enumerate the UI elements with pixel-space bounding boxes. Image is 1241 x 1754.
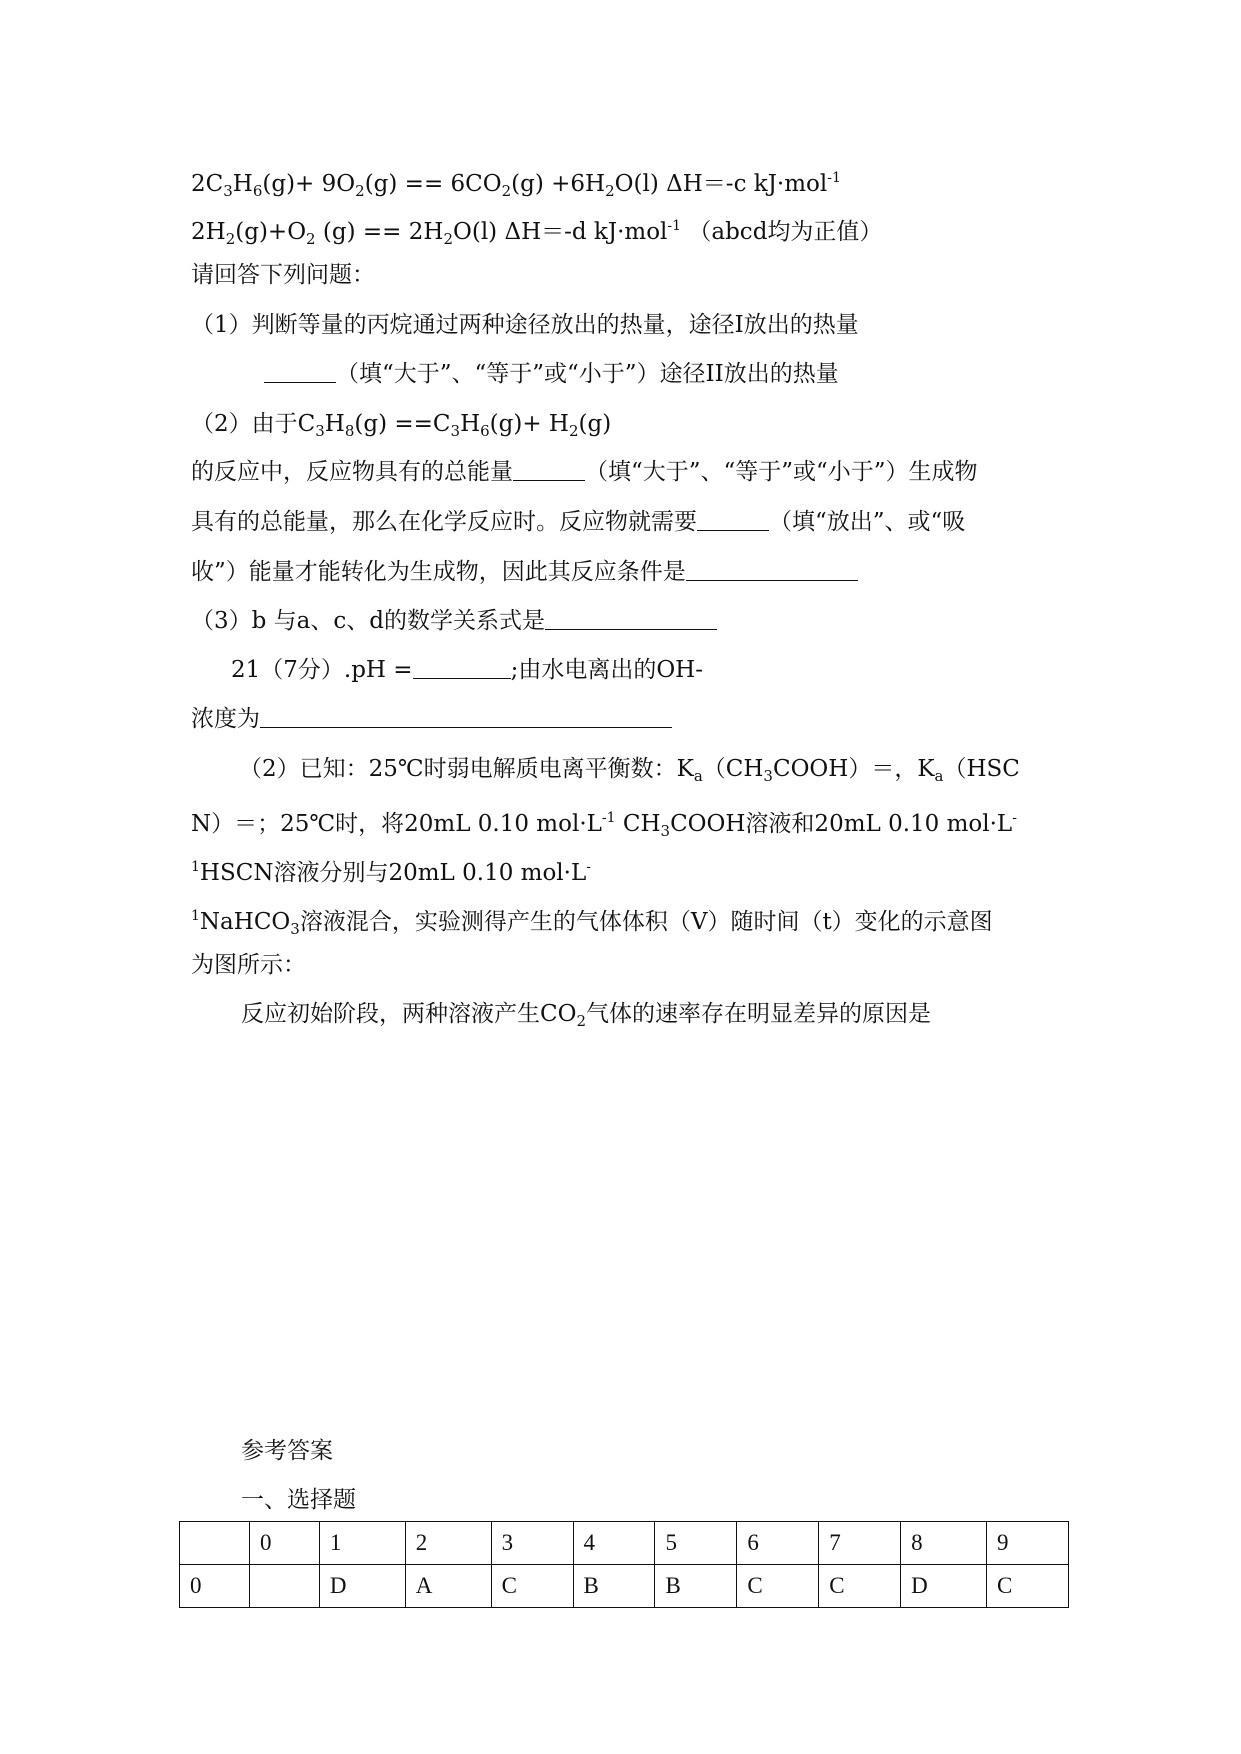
table-cell: 0 [249, 1522, 319, 1565]
question-1-line-1: （1）判断等量的丙烷通过两种途径放出的热量，途径I放出的热量 [191, 312, 859, 338]
answer-blank[interactable] [545, 607, 717, 630]
question-21-2-line-1: （2）已知：25℃时弱电解质电离平衡数：$K_a(CH_3COOH)=$，$K_a(HSC$ [239, 756, 1020, 785]
question-1-line-2: （填“大于”、“等于”或“小于”）途径II放出的热量 [264, 359, 839, 389]
equation-hydrogen: $2H_2(g)+O_2$ $(g) == 2H_2O(l)$ ΔH＝-d kJ·mol$^{-1}$ （abcd均为正值） [191, 218, 883, 248]
table-cell: C [491, 1565, 573, 1608]
answer-blank[interactable] [260, 705, 672, 728]
answer-blank[interactable] [264, 360, 336, 383]
question-2-line-1: 的反应中，反应物具有的总能量 （填“大于”、“等于”或“小于”）生成物 [191, 459, 978, 485]
answer-table-header-row [180, 1522, 1069, 1565]
table-cell: 7 [819, 1522, 901, 1565]
equation-propene: $2C_3H_6(g)+ 9O_2(g) == 6CO_2(g) +6H_2O(l)$ ΔH＝-c kJ·mol$^{-1}$ [191, 170, 841, 200]
table-cell [249, 1565, 319, 1608]
question-21-2-line-6: 反应初始阶段，两种溶液产生$CO_2$气体的速率存在明显差异的原因是 [241, 1001, 932, 1030]
table-cell [180, 1522, 250, 1565]
answer-blank[interactable] [413, 656, 511, 679]
table-cell: B [573, 1565, 655, 1608]
table-cell: 1 [319, 1522, 405, 1565]
table-cell: 0 [180, 1565, 250, 1608]
table-cell: 3 [491, 1522, 573, 1565]
answer-table [179, 1521, 1069, 1608]
table-cell: 5 [655, 1522, 737, 1565]
table-cell: A [405, 1565, 491, 1608]
table-cell: D [901, 1565, 987, 1608]
table-cell: C [819, 1565, 901, 1608]
question-21-line-2: 浓度为 [191, 704, 672, 734]
table-cell: C [737, 1565, 819, 1608]
question-21-2-line-3: $^1$HSCN溶液分别与20mL 0.10 mol·L- [191, 859, 591, 886]
table-cell: 8 [901, 1522, 987, 1565]
table-cell: 9 [986, 1522, 1068, 1565]
answer-blank[interactable] [697, 508, 769, 531]
table-cell: B [655, 1565, 737, 1608]
question-21-2-line-2: N）＝；25℃时，将20mL 0.10 $mol\cdot L^{-1}$ $CH_3COOH$溶液和20mL 0.10 mol·L- [191, 810, 1017, 840]
question-21-2-line-4: $^1$NaHCO$_3$溶液混合，实验测得产生的气体体积（V）随时间（t）变化的示意图 [191, 908, 993, 938]
table-cell: 6 [737, 1522, 819, 1565]
table-cell: D [319, 1565, 405, 1608]
table-cell: 4 [573, 1522, 655, 1565]
question-3: （3）b 与a、c、d的数学关系式是 [191, 606, 717, 636]
question-intro: 请回答下列问题： [191, 262, 375, 288]
answers-section: 一、选择题 [241, 1487, 356, 1513]
question-2-equation: （2）由于$C_3H_8(g) ==C_3H_6(g)+ H_2(g)$ [191, 411, 612, 440]
table-cell: C [986, 1565, 1068, 1608]
table-cell: 2 [405, 1522, 491, 1565]
answer-blank[interactable] [513, 458, 585, 481]
question-21-line-1: 21（7分）.pH = ;由水电离出的OH- [231, 657, 704, 683]
answer-blank[interactable] [686, 558, 858, 581]
question-21-2-line-5: 为图所示： [191, 952, 306, 978]
question-2-line-2: 具有的总能量，那么在化学反应时。反应物就需要 （填“放出”、或“吸 [191, 509, 966, 535]
answers-title: 参考答案 [241, 1438, 333, 1464]
question-2-line-3: 收”）能量才能转化为生成物，因此其反应条件是 [191, 557, 858, 587]
answer-table-row [180, 1565, 1069, 1608]
